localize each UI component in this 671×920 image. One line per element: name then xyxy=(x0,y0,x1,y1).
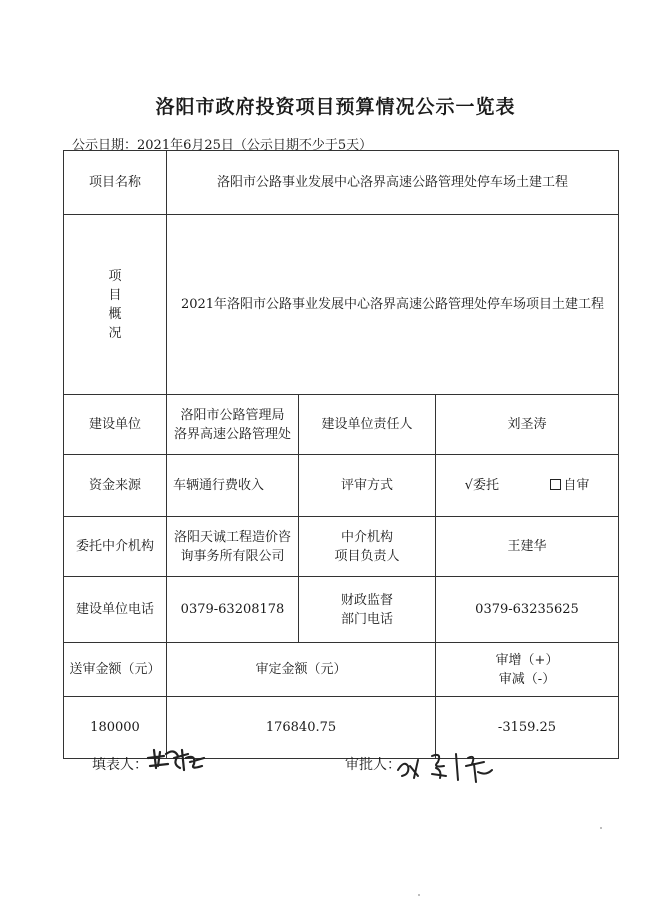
agency-leader-value: 王建华 xyxy=(436,517,619,577)
overview-label-char: 目 xyxy=(108,287,122,303)
overview-label xyxy=(64,215,167,395)
approved-amount-label: 审定金额（元） xyxy=(167,643,436,697)
filler-label: 填表人： xyxy=(92,757,148,773)
finance-phone-label-line: 财政监督 xyxy=(340,592,393,608)
agency-label: 委托中介机构 xyxy=(64,517,167,577)
diff-label-line: 审增（+） xyxy=(495,652,559,668)
row-agency xyxy=(64,517,619,577)
builder-label: 建设单位 xyxy=(64,395,167,455)
builder-phone-label: 建设单位电话 xyxy=(64,577,167,643)
agency-value-line: 询事务所有限公司 xyxy=(180,548,285,564)
submitted-amount-value: 180000 xyxy=(64,697,167,759)
review-option-self xyxy=(550,476,589,495)
project-name-value: 洛阳市公路事业发展中心洛界高速公路管理处停车场土建工程 xyxy=(167,151,619,215)
diff-value: -3159.25 xyxy=(436,697,619,759)
diff-label-line: 审减（-） xyxy=(498,671,556,687)
agency-leader-label xyxy=(299,517,436,577)
overview-label-char: 项 xyxy=(108,268,122,284)
row-amount-headers xyxy=(64,643,619,697)
fund-source-label: 资金来源 xyxy=(64,455,167,517)
row-builder xyxy=(64,395,619,455)
row-project-name xyxy=(64,151,619,215)
builder-value-line: 洛阳市公路管理局 xyxy=(180,407,285,423)
diff-label xyxy=(436,643,619,697)
overview-label-char: 况 xyxy=(108,325,122,341)
finance-phone-label-line: 部门电话 xyxy=(340,611,393,627)
review-option-entrust: √委托 xyxy=(464,478,499,493)
approver-signature xyxy=(392,746,510,786)
publish-date: 公示日期：2021年6月25日（公示日期不少于5天） xyxy=(72,138,373,153)
scan-speck xyxy=(418,894,420,896)
builder-value-line: 洛界高速公路管理处 xyxy=(173,426,291,442)
document-title: 洛阳市政府投资项目预算情况公示一览表 xyxy=(155,96,516,118)
row-phones xyxy=(64,577,619,643)
finance-phone-label xyxy=(299,577,436,643)
submitted-amount-label: 送审金额（元） xyxy=(64,643,167,697)
approved-amount-value: 176840.75 xyxy=(167,697,436,759)
row-fund-source xyxy=(64,455,619,517)
review-method-label: 评审方式 xyxy=(299,455,436,517)
finance-phone-value: 0379-63235625 xyxy=(436,577,619,643)
scan-speck xyxy=(600,827,602,829)
overview-label-char: 概 xyxy=(108,306,122,322)
review-method-value xyxy=(436,455,619,517)
fund-source-value: 车辆通行费收入 xyxy=(167,455,299,517)
agency-value-line: 洛阳天诚工程造价咨 xyxy=(173,529,291,545)
review-option-self-label: 自审 xyxy=(563,478,590,493)
filler-signature xyxy=(144,744,208,776)
builder-leader-value: 刘圣涛 xyxy=(436,395,619,455)
overview-value: 2021年洛阳市公路事业发展中心洛界高速公路管理处停车场项目土建工程 xyxy=(167,215,619,395)
agency-leader-label-line: 中介机构 xyxy=(340,529,393,545)
builder-leader-label: 建设单位责任人 xyxy=(299,395,436,455)
project-name-label: 项目名称 xyxy=(64,151,167,215)
builder-phone-value: 0379-63208178 xyxy=(167,577,299,643)
agency-leader-label-line: 项目负责人 xyxy=(334,548,400,564)
budget-table xyxy=(63,150,619,759)
builder-value xyxy=(167,395,299,455)
checkbox-icon xyxy=(550,479,561,490)
approver-label: 审批人： xyxy=(345,757,401,773)
agency-value xyxy=(167,517,299,577)
row-overview xyxy=(64,215,619,395)
